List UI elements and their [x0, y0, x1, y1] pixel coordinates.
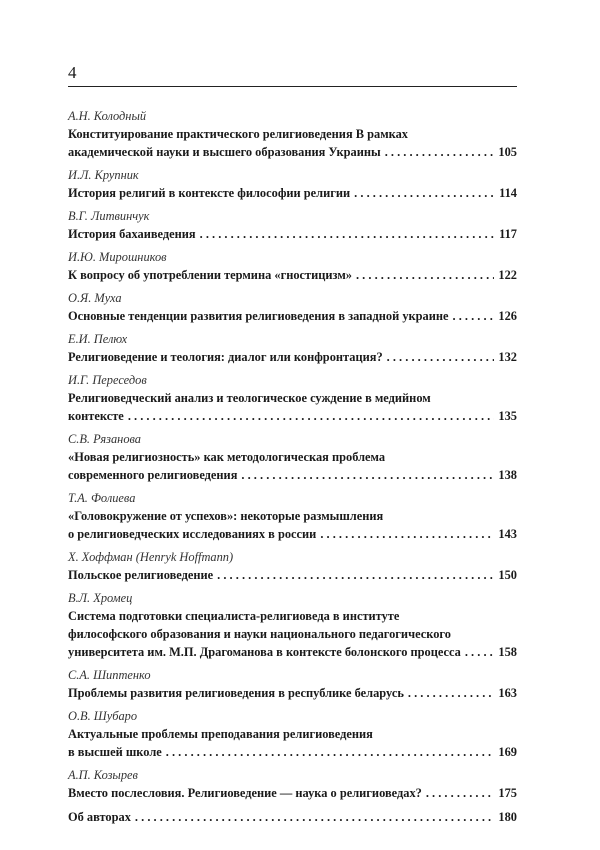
dot-leader — [426, 784, 495, 802]
toc-title-line: Основные тенденции развития религиоведения в западной украине — [68, 309, 449, 323]
toc-title-last-line — [68, 348, 517, 366]
toc-title — [68, 266, 517, 284]
toc-author: О.Я. Муха — [68, 291, 122, 305]
toc-title-last-line — [68, 525, 517, 543]
toc-page-number[interactable]: 126 — [498, 309, 517, 323]
toc-title-last-line — [68, 184, 517, 202]
dot-leader — [385, 143, 495, 161]
toc-author: Т.А. Фолиева — [68, 491, 136, 505]
toc-title — [68, 184, 517, 202]
toc-title-last-line — [68, 466, 517, 484]
toc-page-number[interactable]: 122 — [498, 268, 517, 282]
dot-leader — [387, 348, 495, 366]
toc-title-line: «Новая религиозность» как методологическая проблема — [68, 450, 386, 464]
toc-title-line: университета им. М.П. Драгоманова в контексте болонского процесса — [68, 645, 461, 659]
toc-title-last-line — [68, 566, 517, 584]
toc-author: И.Г. Переседов — [68, 373, 147, 387]
dot-leader — [320, 525, 494, 543]
toc-title-line: История религий в контексте философии религии — [68, 186, 351, 200]
toc-page-number[interactable]: 117 — [499, 227, 517, 241]
toc-title-line: История бахаиведения — [68, 227, 196, 241]
toc-author: Х. Хоффман (Henryk Hoffmann) — [68, 550, 234, 564]
toc-title — [68, 125, 517, 161]
dot-leader — [128, 407, 495, 425]
toc-author: С.В. Рязанова — [68, 432, 142, 446]
toc-title-line: Польское религиоведение — [68, 568, 214, 582]
toc-author: В.Л. Хромец — [68, 591, 133, 605]
toc-title-last-line — [68, 684, 517, 702]
dot-leader — [408, 684, 495, 702]
toc-page-number[interactable]: 180 — [498, 810, 517, 824]
toc-title-last-line — [68, 307, 517, 325]
toc-page-number[interactable]: 114 — [499, 186, 517, 200]
toc-title — [68, 448, 517, 484]
toc-entry[interactable] — [68, 667, 517, 702]
toc-title-line: Религиоведческий анализ и теологическое суждение в медийном — [68, 391, 431, 405]
toc-title-line: К вопросу об употреблении термина «гностицизм» — [68, 268, 352, 282]
toc-entry[interactable] — [68, 490, 517, 543]
toc-page-number[interactable]: 169 — [498, 745, 517, 759]
toc-title — [68, 684, 517, 702]
dot-leader — [200, 225, 495, 243]
toc-entry[interactable] — [68, 331, 517, 366]
toc-entry[interactable] — [68, 372, 517, 425]
toc-title-last-line — [68, 407, 517, 425]
dot-leader — [217, 566, 494, 584]
toc-title-last-line — [68, 784, 517, 802]
page-number: 4 — [68, 63, 77, 82]
toc-title — [68, 784, 517, 802]
toc-author: В.Г. Литвинчук — [68, 209, 150, 223]
toc-entry[interactable] — [68, 549, 517, 584]
toc-page-number[interactable]: 175 — [498, 786, 517, 800]
dot-leader — [135, 808, 494, 826]
toc-title-last-line — [68, 643, 517, 661]
toc-title-line: философского образования и науки национального педагогического — [68, 627, 451, 641]
toc-title — [68, 348, 517, 366]
toc-author: С.А. Шиптенко — [68, 668, 151, 682]
toc-title — [68, 507, 517, 543]
dot-leader — [166, 743, 495, 761]
toc-title — [68, 808, 517, 826]
toc-title-line: Система подготовки специалиста-религиоведа в институте — [68, 609, 400, 623]
toc-page-number[interactable]: 150 — [498, 568, 517, 582]
toc-title — [68, 307, 517, 325]
toc-entry[interactable] — [68, 431, 517, 484]
toc-title — [68, 389, 517, 425]
toc-title-line: о религиоведческих исследованиях в россии — [68, 527, 317, 541]
toc-title-line: Актуальные проблемы преподавания религиоведения — [68, 727, 373, 741]
toc-entry[interactable] — [68, 767, 517, 802]
dot-leader — [356, 266, 494, 284]
toc-page-number[interactable]: 143 — [498, 527, 517, 541]
toc-author: О.В. Шубаро — [68, 709, 138, 723]
toc-title — [68, 725, 517, 761]
table-of-contents — [68, 108, 517, 832]
toc-title-last-line — [68, 266, 517, 284]
toc-title — [68, 225, 517, 243]
toc-page-number[interactable]: 105 — [498, 145, 517, 159]
toc-title-last-line — [68, 808, 517, 826]
toc-author: И.Ю. Мирошников — [68, 250, 167, 264]
toc-author: А.П. Козырев — [68, 768, 138, 782]
toc-title-line: контексте — [68, 409, 124, 423]
toc-page-number[interactable]: 158 — [498, 645, 517, 659]
toc-title-line: Религиоведение и теология: диалог или конфронтация? — [68, 350, 383, 364]
toc-entry[interactable] — [68, 808, 517, 826]
toc-title-line: Вместо послесловия. Религиоведение — наука о религиоведах? — [68, 786, 422, 800]
dot-leader — [465, 643, 495, 661]
toc-title-last-line — [68, 143, 517, 161]
toc-entry[interactable] — [68, 208, 517, 243]
toc-page-number[interactable]: 132 — [498, 350, 517, 364]
toc-entry[interactable] — [68, 249, 517, 284]
toc-title-last-line — [68, 743, 517, 761]
toc-title-line: академической науки и высшего образования Украины — [68, 145, 381, 159]
dot-leader — [453, 307, 495, 325]
toc-title-last-line — [68, 225, 517, 243]
toc-page-number[interactable]: 138 — [498, 468, 517, 482]
header-rule — [68, 86, 517, 87]
toc-author: А.Н. Колодный — [68, 109, 147, 123]
toc-title-line: в высшей школе — [68, 745, 162, 759]
toc-title — [68, 607, 517, 661]
toc-page-number[interactable]: 135 — [498, 409, 517, 423]
toc-entry[interactable] — [68, 167, 517, 202]
toc-entry[interactable] — [68, 108, 517, 161]
toc-title-line: Конституирование практического религиоведения В рамках — [68, 127, 408, 141]
toc-author: Е.И. Пелюх — [68, 332, 128, 346]
toc-entry[interactable] — [68, 590, 517, 661]
toc-page-number[interactable]: 163 — [498, 686, 517, 700]
toc-author: И.Л. Крупник — [68, 168, 139, 182]
dot-leader — [354, 184, 495, 202]
toc-title-line: современного религиоведения — [68, 468, 238, 482]
toc-title-line: Проблемы развития религиоведения в республике беларусь — [68, 686, 404, 700]
toc-title — [68, 566, 517, 584]
toc-entry[interactable] — [68, 290, 517, 325]
toc-title-line: Об авторах — [68, 810, 131, 824]
toc-entry[interactable] — [68, 708, 517, 761]
dot-leader — [241, 466, 494, 484]
toc-title-line: «Головокружение от успехов»: некоторые размышления — [68, 509, 384, 523]
